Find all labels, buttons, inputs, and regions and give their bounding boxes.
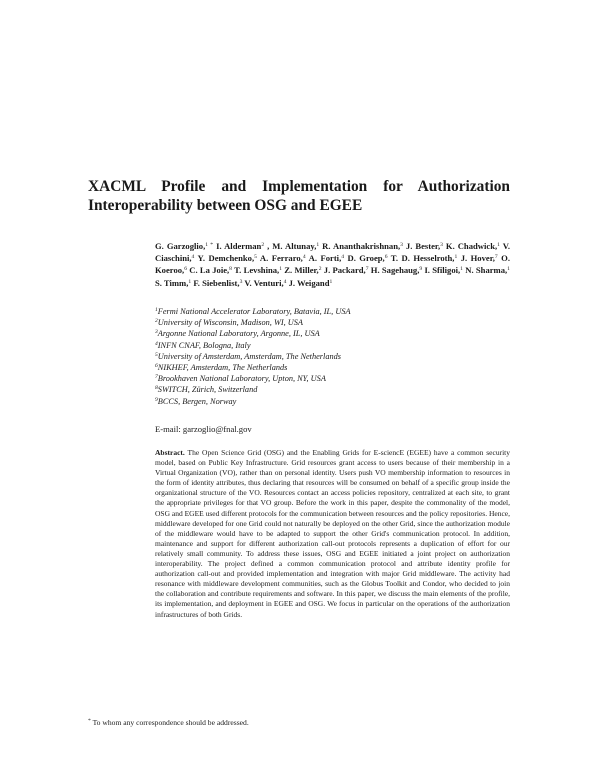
affiliation-item: [155, 351, 510, 362]
author-affiliation-mark: 6: [384, 254, 388, 261]
author-entry: [284, 265, 321, 275]
author-affiliation-mark: 1: [316, 242, 320, 248]
affiliation-text: Brookhaven National Laboratory, Upton, NY, USA: [157, 374, 326, 384]
author-affiliation-mark: 4: [191, 254, 195, 261]
affiliation-item: [155, 384, 510, 395]
author-entry: [309, 253, 344, 263]
author-affiliation-mark: 4: [302, 254, 306, 261]
affiliation-item: [155, 328, 510, 339]
author-affiliation-mark: 7: [365, 266, 369, 273]
author-affiliation-mark: 2: [261, 242, 265, 248]
paper-title: XACML Profile and Implementation for Authorization Interoperability between OSG and EGEE: [88, 178, 510, 214]
author-name: C. La Joie,: [189, 265, 230, 276]
author-entry: [324, 265, 369, 275]
author-name: D. Groep,: [347, 253, 385, 264]
affiliation-list: [155, 306, 510, 407]
author-entry: [424, 265, 463, 275]
author-affiliation-mark: 3: [400, 242, 403, 248]
author-name: V. Ciaschini,: [155, 241, 511, 264]
author-affiliation-mark: 4: [341, 254, 345, 261]
affiliation-text: Argonne National Laboratory, Argonne, IL, USA: [157, 329, 320, 339]
author-entry: [371, 265, 422, 275]
author-affiliation-mark: 4: [283, 278, 287, 285]
affiliation-number: 4: [155, 340, 158, 347]
author-entry: [189, 265, 232, 275]
author-name: I. Alderman: [216, 241, 262, 251]
author-name: I. Sfiligoi,: [424, 265, 461, 276]
author-name: N. Sharma,: [465, 265, 508, 276]
author-affiliation-mark: 2: [318, 266, 322, 273]
author-name: T. D. Hesselroth,: [390, 253, 455, 264]
abstract-text: The Open Science Grid (OSG) and the Enabling Grids for E-sciencE (EGEE) have a common security model, based on Public Key Infrastructure. Grid resources grant access to users because of their membership in a Virtual Organization (VO), rather than on personal identity. Users push VO membership information to resources in the form of identity attributes, thus declaring that resources will be consumed on behalf of a specific group inside the organizational structure of the VO. Resources contact an access policies repository, centralized at each site, to grant the appropriate privileges for that VO group. Before the work in this paper, despite the commonality of the model, OSG and EGEE used different protocols for the communication between resources and the policy repositories. Hence, middleware developed for one Grid could not naturally be deployed on the other Grid, since the authorization module of the middleware would have to be adapted to support the other Grid's communication protocol. In addition, maintenance and support for different authorization call-out protocols represents a duplication of effort for our relatively small community. To address these issues, OSG and EGEE initiated a joint project on authorization interoperability. The project defined a common communication protocol and attribute identity profile for authorization call-out and provided implementation and integration with major Grid middleware. The activity had resonance with middleware development communities, such as the Globus Toolkit and Condor, who decided to join the collaboration and contribute requirements and software. In this paper, we discuss the main elements of the profile, its implementation, and deployment in EGEE and OSG. We focus in particular on the operations of the authorization infrastructures of both Grids.: [155, 448, 510, 619]
affiliation-number: 7: [155, 374, 158, 381]
author-entry: [260, 253, 306, 263]
author-name: , M. Altunay,: [267, 241, 317, 251]
author-entry: [347, 253, 387, 263]
affiliation-number: 5: [155, 351, 158, 358]
author-entry: [465, 265, 510, 275]
affiliation-number: 9: [155, 396, 158, 403]
author-affiliation-mark: 1: [329, 278, 333, 285]
affiliation-item: [155, 340, 510, 351]
author-name: Z. Miller,: [284, 265, 319, 276]
author-name: S. Timm,: [155, 277, 189, 288]
affiliation-number: 2: [155, 318, 158, 325]
author-list: [155, 240, 510, 289]
author-name: J. Weigand: [288, 277, 330, 288]
abstract: [155, 448, 510, 620]
author-affiliation-mark: 1: [279, 266, 282, 273]
author-name: J. Bester,: [405, 241, 441, 251]
affiliation-text: Fermi National Accelerator Laboratory, Batavia, IL, USA: [157, 307, 351, 316]
affiliation-text: SWITCH, Zürich, Switzerland: [157, 385, 258, 395]
affiliation-text: University of Amsterdam, Amsterdam, The Netherlands: [157, 351, 342, 361]
author-name: O. Koeroo,: [155, 253, 510, 276]
affiliation-item: [155, 362, 510, 373]
affiliation-number: 6: [155, 363, 158, 370]
author-affiliation-mark: 1: [460, 266, 463, 273]
author-entry: [216, 241, 264, 251]
author-entry: [406, 241, 443, 251]
author-affiliation-mark: 8: [229, 266, 232, 273]
author-name: J. Packard,: [323, 265, 366, 276]
author-affiliation-mark: 3: [440, 242, 443, 248]
author-affiliation-mark: 6: [184, 266, 187, 273]
author-entry: [446, 241, 500, 251]
author-name: V. Venturi,: [244, 277, 284, 288]
affiliation-text: University of Wisconsin, Madison, WI, USA: [157, 318, 303, 328]
author-affiliation-mark: 1: [454, 254, 458, 261]
affiliation-text: BCCS, Bergen, Norway: [157, 396, 237, 406]
author-affiliation-mark: 1: [188, 278, 192, 285]
correspondence-footnote: [88, 718, 488, 728]
affiliation-item: [155, 373, 510, 384]
author-name: Y. Demchenko,: [197, 253, 255, 264]
abstract-label: Abstract.: [155, 448, 185, 457]
affiliation-number: 3: [155, 329, 158, 336]
author-entry: [244, 278, 286, 288]
author-entry: [461, 253, 498, 263]
contact-email: E-mail: garzoglio@fnal.gov: [155, 424, 252, 434]
affiliation-item: [155, 396, 510, 407]
author-name: A. Ferraro,: [259, 253, 303, 264]
author-entry: [267, 241, 319, 251]
author-entry: [322, 241, 403, 251]
footnote-text: To whom any correspondence should be addressed.: [92, 718, 249, 727]
affiliation-item: [155, 317, 510, 328]
author-name: F. Siebenlist,: [193, 277, 240, 288]
author-name: G. Garzoglio,: [155, 241, 206, 251]
affiliation-text: NIKHEF, Amsterdam, The Netherlands: [157, 363, 288, 373]
author-entry: [198, 253, 257, 263]
author-affiliation-mark: 1: [507, 266, 510, 273]
affiliation-number: 8: [155, 385, 158, 392]
author-entry: [391, 253, 457, 263]
author-affiliation-mark: 1: [497, 242, 500, 248]
author-entry: [193, 278, 242, 288]
author-entry: [234, 265, 282, 275]
author-affiliation-mark: 7: [494, 254, 498, 261]
author-entry: [289, 278, 333, 288]
affiliation-number: 1: [155, 307, 158, 313]
author-entry: [155, 278, 191, 288]
author-name: H. Sagehaug,: [370, 265, 420, 276]
author-name: R. Ananthakrishnan,: [322, 241, 401, 251]
author-affiliation-mark: 1 *: [205, 242, 214, 248]
author-entry: [155, 241, 213, 251]
affiliation-item: [155, 306, 510, 317]
author-name: A. Forti,: [308, 253, 342, 264]
author-name: J. Hover,: [460, 253, 495, 264]
author-affiliation-mark: 5: [254, 254, 257, 261]
footnote-mark: *: [88, 718, 91, 724]
author-name: K. Chadwick,: [445, 241, 498, 251]
author-name: T. Levshina,: [234, 265, 280, 276]
author-affiliation-mark: 3: [239, 278, 243, 285]
author-affiliation-mark: 9: [419, 266, 423, 273]
affiliation-text: INFN CNAF, Bologna, Italy: [157, 340, 251, 350]
